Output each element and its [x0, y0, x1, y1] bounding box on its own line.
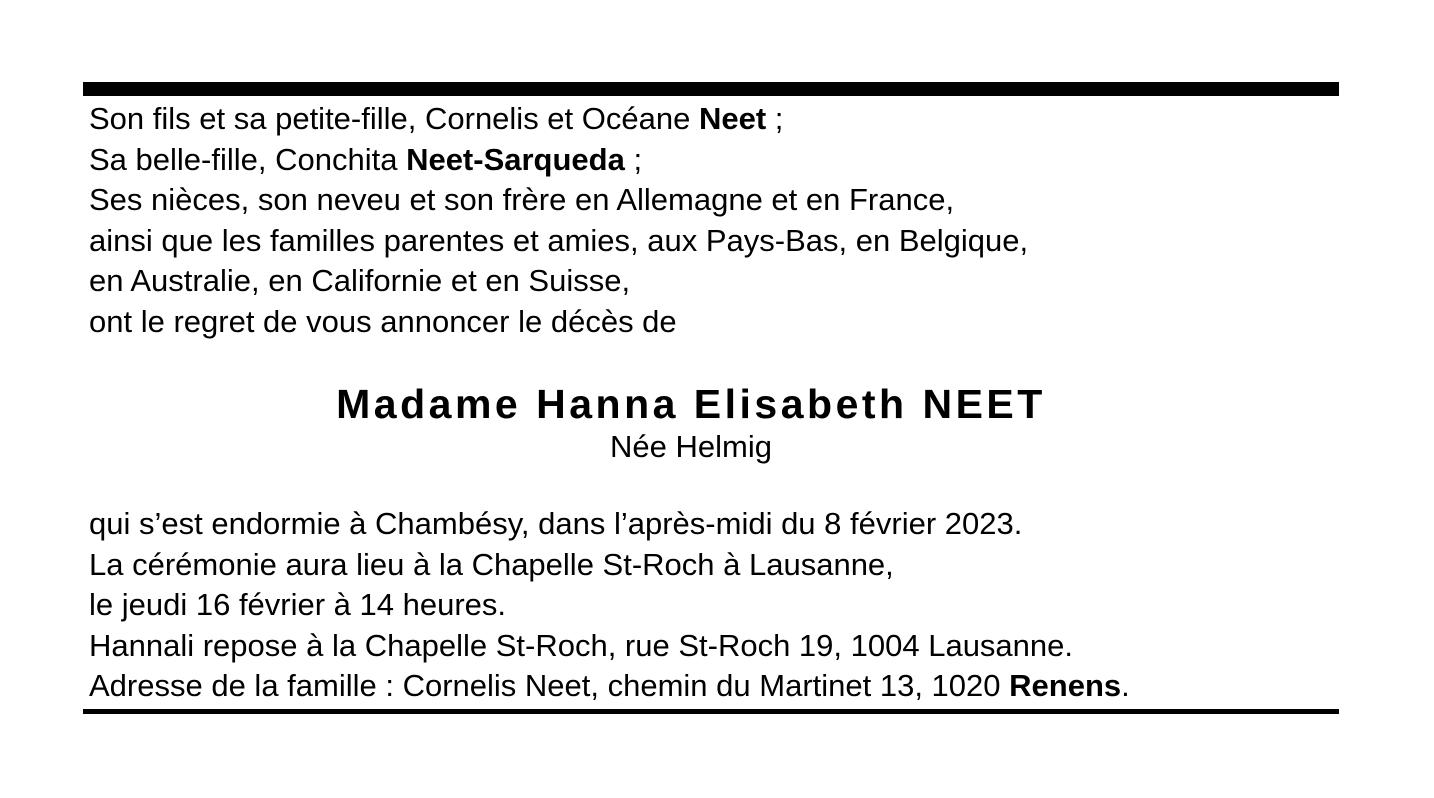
ceremony-details — [83, 504, 1339, 707]
details-line-1: qui s’est endormie à Chambésy, dans l’après-midi du 8 février 2023. — [89, 506, 1023, 541]
intro-line-4: ainsi que les familles parentes et amies, aux Pays-Bas, en Belgique, — [89, 222, 1029, 258]
intro-line-1-text: Son fils et sa petite-fille, Cornelis et Océane — [89, 101, 699, 136]
intro-line-3: Ses nièces, son neveu et son frère en Allemagne et en France, — [89, 182, 955, 217]
bottom-rule — [83, 709, 1339, 714]
maiden-name: Née Helmig — [610, 429, 772, 464]
family-address-line — [89, 666, 1339, 707]
details-line-2: La cérémonie aura lieu à la Chapelle St-Roch à Lausanne, — [89, 546, 894, 582]
family-address-end: . — [1121, 668, 1130, 703]
deceased-block — [83, 381, 1339, 467]
intro-line-2-end: ; — [624, 141, 643, 177]
intro-line-6: ont le regret de vous annoncer le décès de — [89, 303, 677, 339]
family-announcement — [83, 99, 1339, 342]
intro-line-1-end: ; — [766, 101, 784, 136]
obituary-notice — [83, 82, 1339, 714]
intro-line-1 — [89, 99, 1339, 140]
top-rule — [83, 82, 1339, 96]
intro-line-2 — [89, 140, 1339, 181]
family-name-neet: Neet — [698, 101, 767, 136]
deceased-name: Madame Hanna Elisabeth NEET — [336, 381, 1046, 427]
family-address-text: Adresse de la famille : Cornelis Neet, chemin du Martinet 13, 1020 — [89, 668, 1010, 703]
details-line-4: Hannali repose à la Chapelle St-Roch, rue St-Roch 19, 1004 Lausanne. — [89, 627, 1074, 663]
town-renens: Renens — [1009, 668, 1122, 703]
intro-line-5: en Australie, en Californie et en Suisse, — [89, 263, 631, 298]
details-line-3: le jeudi 16 février à 14 heures. — [89, 587, 507, 622]
intro-line-2-text: Sa belle-fille, Conchita — [89, 141, 407, 177]
family-name-neet-sarqueda: Neet-Sarqueda — [406, 141, 625, 177]
